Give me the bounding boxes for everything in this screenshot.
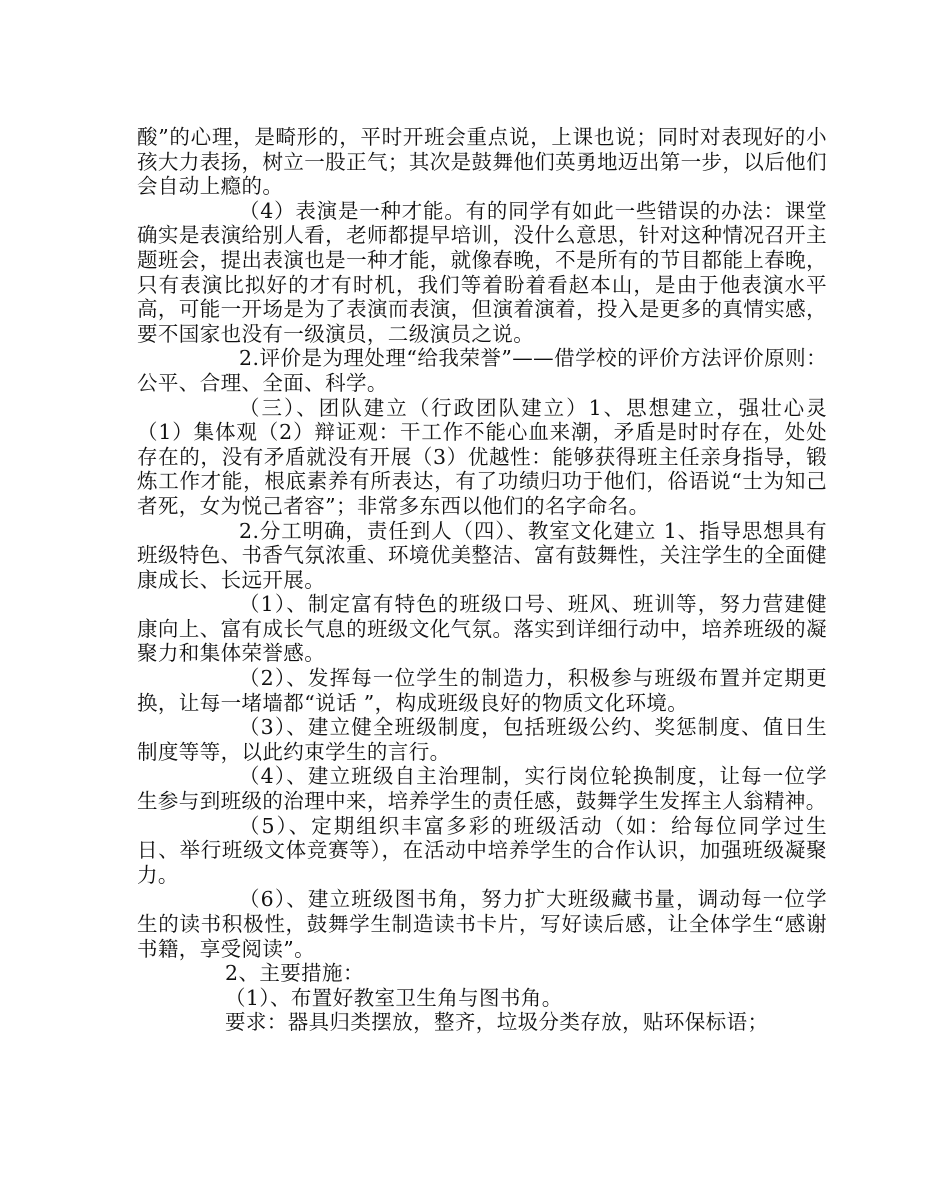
paragraph-item-5: （5）、定期组织丰富多彩的班级活动（如：给每位同学过生日、举行班级文体竞赛等），在活动中培养学生的合作认识，加强班级凝聚力。 [137,813,827,887]
paragraph-measure-1: （1）、布置好教室卫生角与图书角。 [225,985,563,1010]
paragraph-continuation: 酸”的心理，是畸形的，平时开班会重点说，上课也说；同时对表现好的小孩大力表扬，树立一股正气；其次是鼓舞他们英勇地迈出第一步，以后他们会自动上瘾的。 [137,125,827,199]
paragraph-item-3: （3）、建立健全班级制度，包括班级公约、奖惩制度、值日生制度等等，以此约束学生的言行。 [137,715,827,764]
paragraph-item-6: （6）、建立班级图书角，努力扩大班级藏书量，调动每一位学生的读书积极性，鼓舞学生制造读书卡片，写好读后感，让全体学生“感谢书籍，享受阅读”。 [137,887,827,961]
paragraph-division-of-labor: 2.分工明确，责任到人（四）、教室文化建立 1、指导思想具有班级特色、书香气氛浓重、环境优美整洁、富有鼓舞性，关注学生的全面健康成长、长远开展。 [137,518,827,592]
paragraph-performance-talent: （4）表演是一种才能。有的同学有如此一些错误的办法：课堂确实是表演给别人看，老师都提早培训，没什么意思，针对这种情况召开主题班会，提出表演也是一种才能，就像春晚，不是所有的节目都能上春晚，只有表演比拟好的才有时机，我们等着盼着看赵本山，是由于他表演水平高，可能一开场是为了表演而表演，但演着演着，投入是更多的真情实感，要不国家也没有一级演员，二级演员之说。 [137,198,827,346]
paragraph-item-2: （2）、发挥每一位学生的制造力，积极参与班级布置并定期更换，让每一堵墙都“说话 ”，构成班级良好的物质文化环境。 [137,666,827,715]
paragraph-team-building: （三）、团队建立（行政团队建立）1、思想建立，强壮心灵（1）集体观（2）辩证观：干工作不能心血来潮，矛盾是时时存在，处处存在的，没有矛盾就没有开展（3）优越性：能够获得班主任亲身指导，锻炼工作才能，根底素养有所表达，有了功绩归功于他们，俗语说“士为知己者死，女为悦己者容”；非常多东西以他们的名字命名。 [137,395,827,518]
paragraph-main-measures: 2、主要措施： [225,961,364,986]
paragraph-item-1: （1）、制定富有特色的班级口号、班风、班训等，努力营建健康向上、富有成长气息的班级文化气氛。落实到详细行动中，培养班级的凝聚力和集体荣誉感。 [137,592,827,666]
paragraph-item-4: （4）、建立班级自主治理制，实行岗位轮换制度，让每一位学生参与到班级的治理中来，培养学生的责任感，鼓舞学生发挥主人翁精神。 [137,764,827,814]
paragraph-requirements: 要求：器具归类摆放，整齐，垃圾分类存放，贴环保标语； [225,1010,769,1035]
document-body [137,125,827,1035]
paragraph-evaluation: 2.评价是为理处理“给我荣誉”——借学校的评价方法评价原则：公平、合理、全面、科学。 [137,346,827,395]
